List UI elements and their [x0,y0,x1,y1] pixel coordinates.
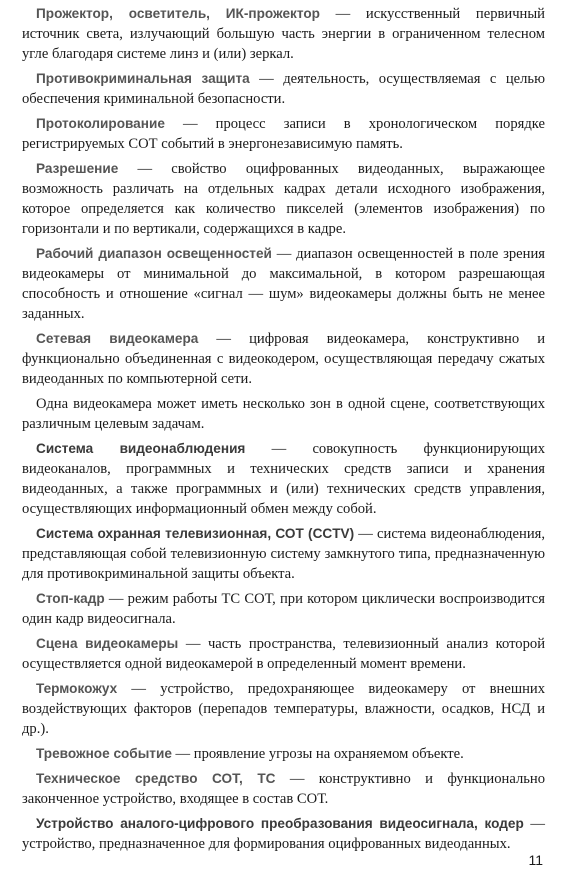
glossary-term: Стоп-кадр [36,591,105,606]
glossary-definition: — свойство оцифрованных видеоданных, выражающее возможность различать на отдельных кадрах детали исходного изображения, которое определяется как количество пикселей (элементов изображения) по горизонтали и по вертикали, содержащихся в кадре. [22,161,545,237]
glossary-term: Термокожух [36,681,118,696]
glossary-definition: — диапазон освещенностей в поле зрения видеокамеры от минимальной до максимальной, в котором разрешающая способность и отношение «сигнал — шум» видеокамеры должны быть не менее заданных. [22,246,545,322]
glossary-definition: — деятельность, осуществляемая с целью обеспечения криминальной безопасности. [22,71,545,107]
glossary-entry [22,244,545,324]
glossary-term: Рабочий диапазон освещенностей [36,246,272,261]
page-number: 11 [528,852,543,868]
glossary-entry [22,69,545,109]
glossary-entry [22,589,545,629]
glossary-entry [22,524,545,584]
glossary-term: Сцена видеокамеры [36,636,179,651]
glossary-definition: — проявление угрозы на охраняемом объекте. [171,746,464,762]
glossary-definition: — процесс записи в хронологическом порядке регистрируемых СОТ событий в энергонезависимую память. [22,116,545,152]
glossary-term: Система видеонаблюдения [36,441,246,456]
glossary-note [22,394,545,434]
glossary-term: Тревожное событие [36,746,172,761]
glossary-entry [22,114,545,154]
glossary-entry [22,679,545,739]
glossary-term: Протоколирование [36,116,165,131]
glossary-definition: — устройство, предназначенное для формирования оцифрованных видеоданных. [22,816,545,852]
glossary-entry [22,634,545,674]
glossary-entry [22,4,545,64]
glossary-text [22,4,545,859]
glossary-definition: — часть пространства, телевизионный анализ которой осуществляется одной видеокамерой в определенный момент времени. [22,636,545,672]
glossary-entry [22,159,545,239]
glossary-entry [22,329,545,389]
glossary-term: Противокриминальная защита [36,71,250,86]
glossary-term: Сетевая видеокамера [36,331,199,346]
glossary-term: Система охранная телевизионная, СОТ (CCTV) [36,526,355,541]
glossary-term: Прожектор, осветитель, ИК-прожектор [36,6,320,21]
glossary-definition: Одна видеокамера может иметь несколько зон в одной сцене, соответствующих различным целевым задачам. [22,396,545,432]
glossary-definition: — система видеонаблюдения, представляющая собой телевизионную систему замкнутого типа, предназначенную для противокриминальной защиты объекта. [22,526,545,582]
glossary-definition: — искусственный первичный источник света, излучающий большую часть энергии в ограниченном телесном угле благодаря системе линз и (или) зеркал. [22,6,545,62]
glossary-definition: — цифровая видеокамера, конструктивно и функционально объединенная с видеокодером, осуществляющая передачу сжатых видеоданных по компьютерной сети. [22,331,545,387]
glossary-entry [22,769,545,809]
glossary-entry [22,439,545,519]
glossary-definition: — устройство, предохраняющее видеокамеру от внешних воздействующих факторов (перепадов температуры, влажности, осадков, НСД и др.). [22,681,545,737]
glossary-definition: — режим работы ТС СОТ, при котором циклически воспроизводится один кадр видеосигнала. [22,591,545,627]
glossary-definition: — совокупность функционирующих видеоканалов, программных и технических средств записи и хранения видеоданных, а также программных и (или) технических средств управления, осуществляющих информационный обмен между собой. [22,441,545,517]
glossary-definition: — конструктивно и функционально законченное устройство, входящее в состав СОТ. [22,771,545,807]
glossary-term: Разрешение [36,161,119,176]
glossary-term: Техническое средство СОТ, ТС [36,771,276,786]
glossary-entry [22,814,545,854]
glossary-term: Устройство аналого-цифрового преобразования видеосигнала, кодер [36,816,524,831]
glossary-entry [22,744,545,764]
